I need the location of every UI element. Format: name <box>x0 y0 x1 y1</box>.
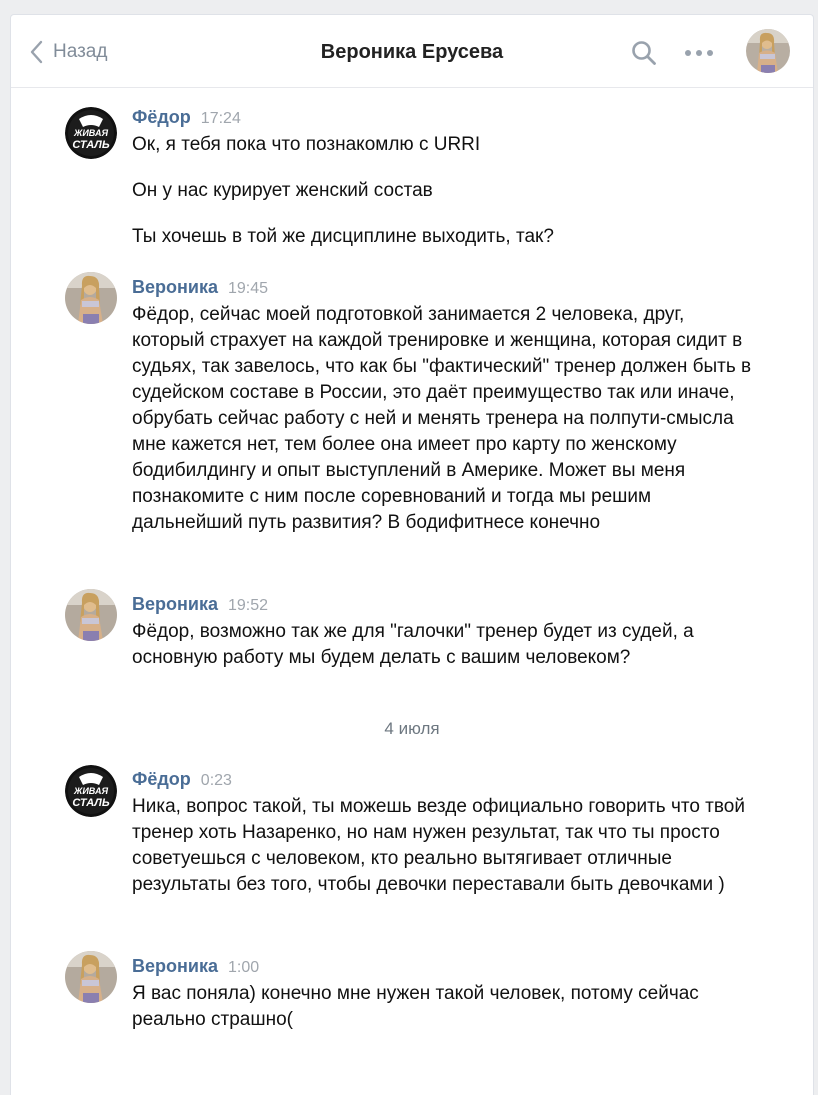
back-label: Назад <box>53 41 108 62</box>
author-name[interactable]: Фёдор <box>132 107 191 127</box>
search-icon[interactable] <box>631 40 657 66</box>
message-text <box>132 132 753 250</box>
logo-text-top: ЖИВАЯ <box>73 128 109 138</box>
message-paragraph: Ок, я тебя пока что познакомлю с URRI <box>132 134 481 155</box>
message-paragraph: Фёдор, возможно так же для "галочки" тренер будет из судей, а основную работу мы будем делать с вашим человеком? <box>132 621 694 668</box>
message-time: 19:45 <box>227 280 269 297</box>
message-time: 19:52 <box>227 597 269 614</box>
message-meta <box>132 956 259 977</box>
chat-panel <box>10 14 814 1095</box>
sender-avatar[interactable] <box>65 951 117 1003</box>
chat-avatar[interactable] <box>746 29 790 73</box>
date-separator: 4 июля <box>384 719 440 738</box>
message-meta <box>132 594 268 615</box>
author-name[interactable]: Фёдор <box>132 769 191 789</box>
author-name[interactable]: Вероника <box>132 956 218 976</box>
message-meta <box>132 769 232 790</box>
sender-avatar[interactable] <box>65 589 117 641</box>
author-name[interactable]: Вероника <box>132 277 218 297</box>
sender-avatar[interactable] <box>65 272 117 324</box>
logo-text-bottom: СТАЛЬ <box>72 139 110 151</box>
message-text <box>132 981 753 1033</box>
message-text <box>132 302 753 536</box>
message-paragraph: Ты хочешь в той же дисциплине выходить, так? <box>132 226 554 247</box>
chat-title: Вероника Ерусева <box>320 41 504 63</box>
message-meta <box>132 277 268 298</box>
author-name[interactable]: Вероника <box>132 594 218 614</box>
logo-text-top: ЖИВАЯ <box>73 786 109 796</box>
message-meta <box>132 107 241 128</box>
message-time: 17:24 <box>200 110 241 127</box>
message-paragraph: Я вас поняла) конечно мне нужен такой человек, потому сейчас реально страшно( <box>132 983 699 1030</box>
chat-header <box>11 15 813 88</box>
message-time: 1:00 <box>227 959 260 976</box>
sender-avatar[interactable] <box>65 765 117 817</box>
message-paragraph: Он у нас курирует женский состав <box>132 180 433 201</box>
sender-avatar[interactable] <box>65 107 117 159</box>
message-text <box>132 794 753 898</box>
message-time: 0:23 <box>200 772 232 789</box>
message-paragraph: Фёдор, сейчас моей подготовкой занимается 2 человека, друг, который страхует на каждой тренировке и женщина, которая сидит в судьях, так завелось, что как бы "фактический" тренер должен быть в судейском составе в России, это даёт преимущество так или иначе, обрубать сейчас работу с ней и менять тренера на полпути-смысла мне кажется нет, тем более она имеет про карту по женскому бодибилдингу и опыт выступлений в Америке. Может вы меня познакомите с ним после соревнований и тогда мы решим дальнейший путь развития? В бодифитнесе конечно <box>132 304 752 533</box>
more-icon[interactable] <box>684 49 714 57</box>
message-paragraph: Ника, вопрос такой, ты можешь везде официально говорить что твой тренер хоть Назаренко, но нам нужен результат, так что ты просто советуешься с человеком, кто реально вытягивает отличные результаты без того, чтобы девочки переставали быть девочками ) <box>132 796 745 895</box>
logo-text-bottom: СТАЛЬ <box>72 797 110 809</box>
message-text <box>132 619 753 671</box>
